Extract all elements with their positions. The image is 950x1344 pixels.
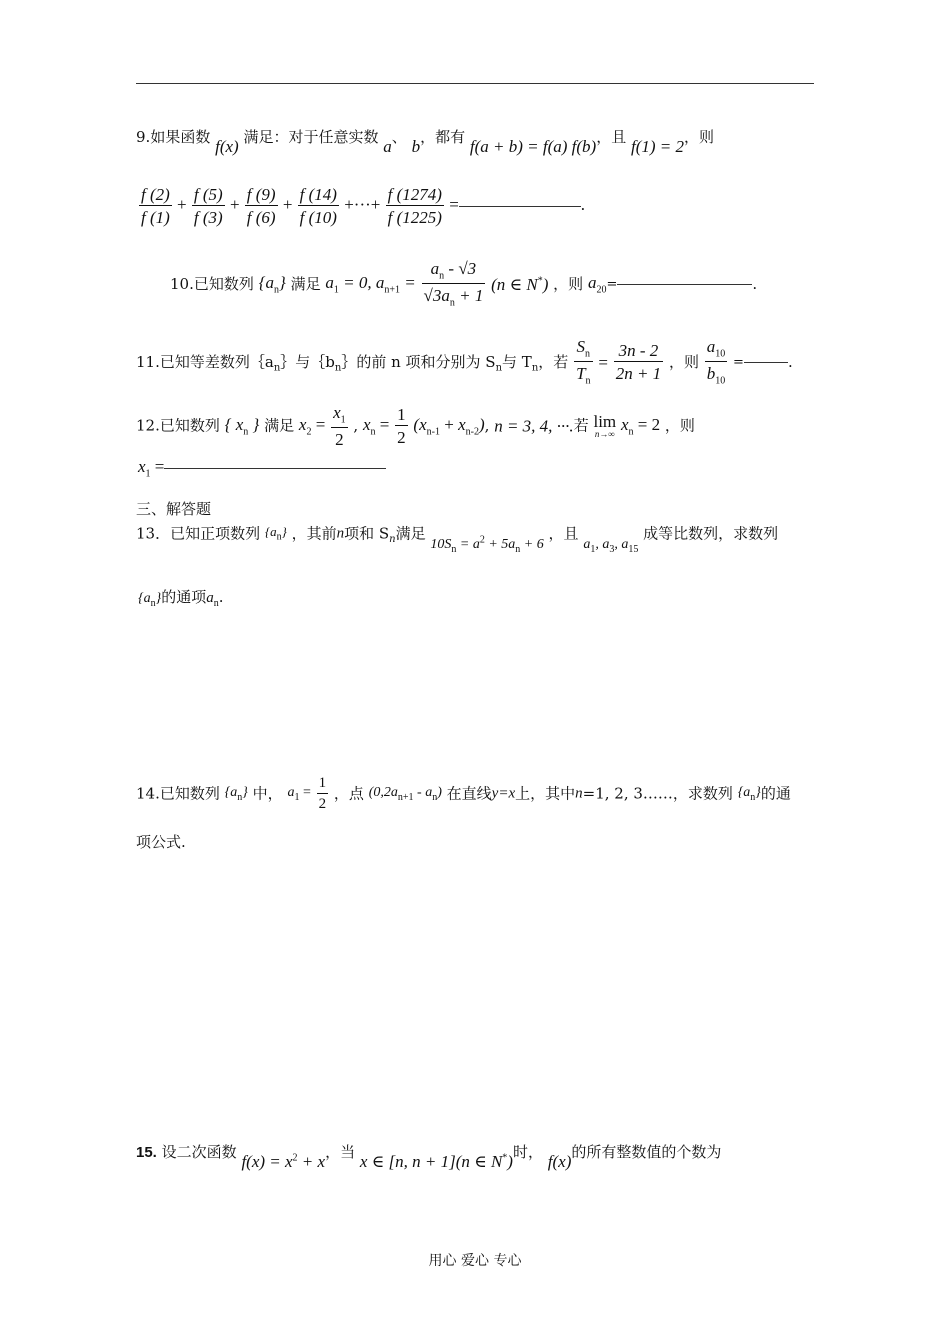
- q10-target: $a_{20}$: [587, 272, 607, 296]
- q9-eq1: f(a + b) = f(a) f(b): [469, 137, 597, 156]
- q12-limit: lim n→∞: [593, 412, 617, 440]
- q11-frac-ratio: $\frac{3n - 2}{2n + 1}$: [615, 341, 662, 384]
- q12-answer-blank: [164, 468, 386, 469]
- q13-seq: $\{a_n\}$: [264, 524, 287, 543]
- q12-frac-half: $\frac{1}{2}$: [397, 405, 406, 448]
- q12-line2: $x_1$ =: [138, 458, 386, 479]
- q14-line1: 14.已知数列 $\{a_n\}$ 中， $a_1$ = $\frac{1}{2}$ ，点 $(0,2a_{n+1} - a_n)$ 在直线y=x上，其中n=1, 2, 3……，求数列 $\{a_n\}$的通: [136, 775, 791, 812]
- q9-fx: f(x): [215, 137, 239, 156]
- q11-frac-target: $\frac{a_{10}}{b_{10}}$: [706, 337, 726, 387]
- header-rule: [136, 83, 814, 84]
- q12-seq: { $x_n$ }: [224, 414, 260, 437]
- q11-answer-blank: [744, 362, 788, 363]
- q14-point: $(0,2a_{n+1} - a_n)$: [368, 784, 442, 803]
- q9-fraction-sum: $\frac{f (2)}{f (1)}$ + $\frac{f (5)}{f (3)}$ + $\frac{f (9)}{f (6)}$ + $\frac{f (14)}{f (10)}$ +···+ $\frac{f (1274)}{f (1225)}$ = .: [141, 185, 586, 227]
- q9-frac-1: $\frac{f (2)}{f (1)}$: [141, 185, 170, 227]
- q13-equation: $10S_n = a^2 + 5a_n + 6$: [430, 534, 544, 555]
- q12-frac-x1: $\frac{x_1}{2}$: [333, 403, 346, 450]
- q9-answer-blank: [459, 206, 581, 207]
- q10-seq: $\{a_n\}$: [258, 272, 286, 296]
- q15-function: $f(x) = x^2 + x$: [241, 1152, 326, 1171]
- q10-fraction: $\frac{a_n - √3}{√3a_n + 1}$: [423, 259, 484, 309]
- q10-condition: $a_1 = 0$, $a_{n+1}$ =: [325, 272, 416, 296]
- q15-line: 15. 设二次函数 $f(x) = x^2 + x$，当 x ∈ [n, n + 1](n ∈ N*)时， f(x)的所有整数值的个数为: [136, 1143, 722, 1171]
- q14-line2: 项公式.: [136, 833, 186, 851]
- q13-line2: $\{a_n\}$的通项$a_n$.: [138, 588, 224, 609]
- q10-domain: (n ∈ N*): [491, 274, 549, 294]
- q10-line: 10.已知数列 $\{a_n\}$ 满足 $a_1 = 0$, $a_{n+1}$ = $\frac{a_n - √3}{√3a_n + 1}$ (n ∈ N*) ，则 $a_{20}=$ .: [170, 259, 758, 309]
- q12-line: 12.已知数列 { $x_n$ } 满足 $x_2$ = $\frac{x_1}{2}$ , $x_n$ = $\frac{1}{2}$ $(x_{n-1} + x_{n-2})$, n = 3, 4, ···.若 lim n→∞ $x_n = 2$ ，则: [136, 403, 695, 450]
- q9-frac-3: $\frac{f (9)}{f (6)}$: [246, 185, 276, 227]
- q9-frac-4: $\frac{f (14)}{f (10)}$: [299, 185, 337, 227]
- page-footer: 用心 爱心 专心: [428, 1253, 522, 1269]
- q9-line1: 9.如果函数 f(x) 满足：对于任意实数 a、 b，都有 f(a + b) = f(a) f(b)，且 f(1) = 2，则: [136, 128, 715, 156]
- q9-eq2: f(1) = 2: [631, 137, 685, 156]
- q9-frac-5: $\frac{f (1274)}{f (1225)}$: [387, 185, 442, 227]
- q11-line: 11.已知等差数列$\{a_n\}$与$\{b_n\}$的前 n 项和分别为 $S_n$与 $T_n$，若 $\frac{S_n}{T_n}$ = $\frac{3n - 2}{2n + 1}$ ，则 $\frac{a_{10}}{b_{10}}$ = .: [136, 337, 793, 387]
- q13-line1: 13．已知正项数列 $\{a_n\}$ ，其前n项和 $S_n$满足 $10S_n = a^2 + 5a_n + 6$ ，且 $a_1$, $a_3$, $a_{15}$ 成等比数列，求数列: [136, 524, 779, 555]
- q14-frac-half: $\frac{1}{2}$: [318, 775, 327, 812]
- q13-terms: $a_1$, $a_3$, $a_{15}$: [583, 536, 639, 555]
- q10-answer-blank: [617, 284, 752, 285]
- q15-condition: x ∈ [n, n + 1](n ∈ N*): [359, 1152, 513, 1171]
- q9-frac-2: $\frac{f (5)}{f (3)}$: [193, 185, 223, 227]
- q12-sum: $(x_{n-1} + x_{n-2})$: [413, 414, 485, 437]
- q11-frac-st: $\frac{S_n}{T_n}$: [576, 337, 591, 387]
- section-heading: 三、解答题: [136, 500, 212, 518]
